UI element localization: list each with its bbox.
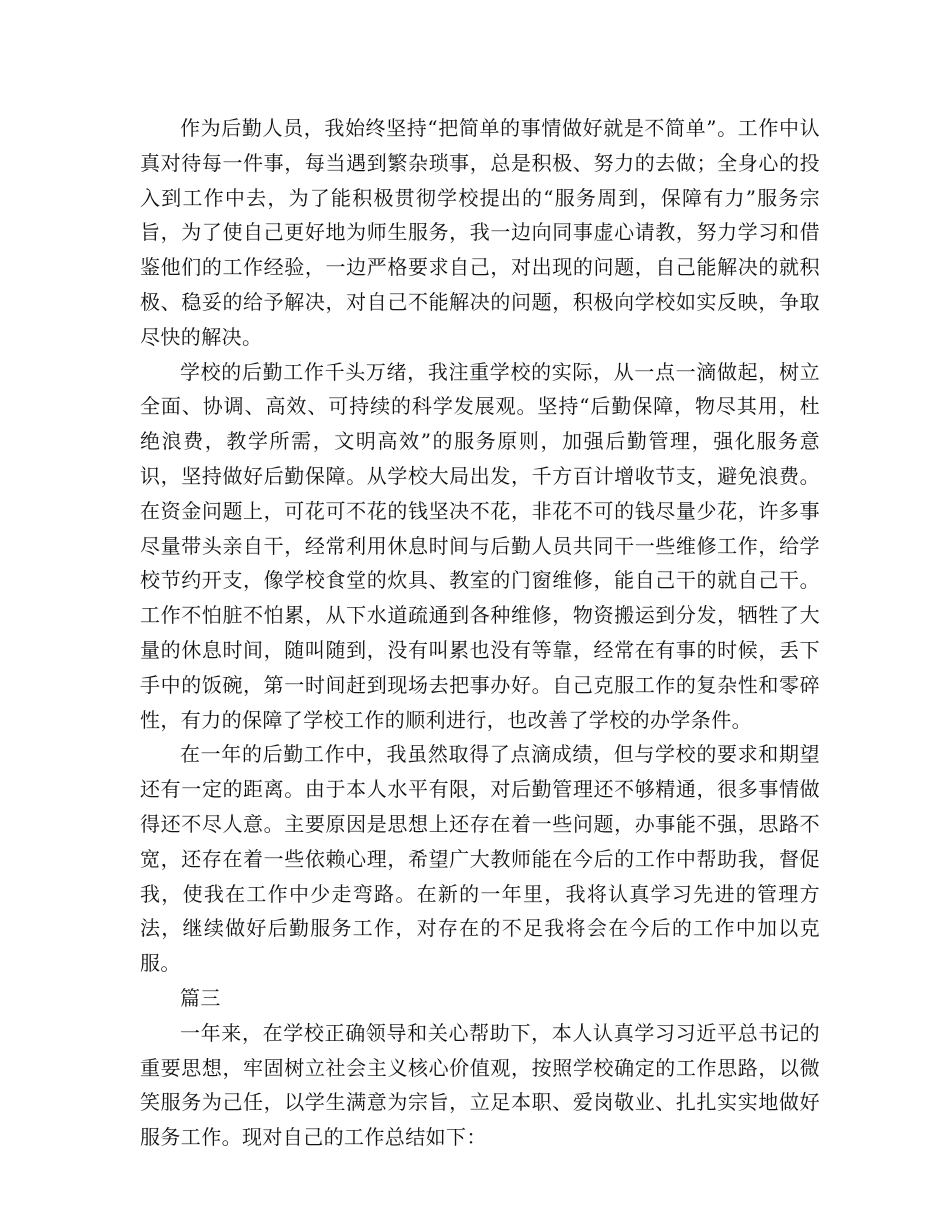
section-heading: 篇三	[180, 985, 221, 1010]
paragraph-service-attitude: 作为后勤人员，我始终坚持“把简单的事情做好就是不简单”。工作中认真对待每一件事，每当遇到繁杂琐事，总是积极、努力的去做；全身心的投入到工作中去，为了能积极贯彻学校提出的“服务周到，保障有力”服务宗旨，为了使自己更好地为师生服务，我一边向同事虚心请教，努力学习和借鉴他们的工作经验，一边严格要求自己，对出现的问题，自己能解决的就积极、稳妥的给予解决，对自己不能解决的问题，积极向学校如实反映，争取尽快的解决。	[140, 116, 820, 349]
paragraph-summary-intro: 一年来，在学校正确领导和关心帮助下，本人认真学习习近平总书记的重要思想，牢固树立社会主义核心价值观，按照学校确定的工作思路，以微笑服务为己任，以学生满意为宗旨，立足本职、爱岗敬业、扎扎实实地做好服务工作。现对自己的工作总结如下：	[140, 1020, 820, 1150]
document-body	[140, 111, 820, 1155]
paragraph-shortcomings: 在一年的后勤工作中，我虽然取得了点滴成绩，但与学校的要求和期望还有一定的距离。由于本人水平有限，对后勤管理还不够精通，很多事情做得还不尽人意。主要原因是思想上还存在着一些问题，办事能不强，思路不宽，还存在着一些依赖心理，希望广大教师能在今后的工作中帮助我，督促我，使我在工作中少走弯路。在新的一年里，我将认真学习先进的管理方法，继续做好后勤服务工作，对存在的不足我将会在今后的工作中加以克服。	[140, 742, 820, 976]
paragraph-logistics-work: 学校的后勤工作千头万绪，我注重学校的实际，从一点一滴做起，树立全面、协调、高效、可持续的科学发展观。坚持“后勤保障，物尽其用，杜绝浪费，教学所需，文明高效”的服务原则，加强后勤管理，强化服务意识，坚持做好后勤保障。从学校大局出发，千方百计增收节支，避免浪费。在资金问题上，可花可不花的钱坚决不花，非花不可的钱尽量少花，许多事尽量带头亲自干，经常利用休息时间与后勤人员共同干一些维修工作，给学校节约开支，像学校食堂的炊具、教室的门窗维修，能自己干的就自己干。工作不怕脏不怕累，从下水道疏通到各种维修，物资搬运到分发，牺牲了大量的休息时间，随叫随到，没有叫累也没有等靠，经常在有事的时候，丢下手中的饭碗，第一时间赶到现场去把事办好。自己克服工作的复杂性和零碎性，有力的保障了学校工作的顺利进行，也改善了学校的办学条件。	[140, 359, 820, 732]
